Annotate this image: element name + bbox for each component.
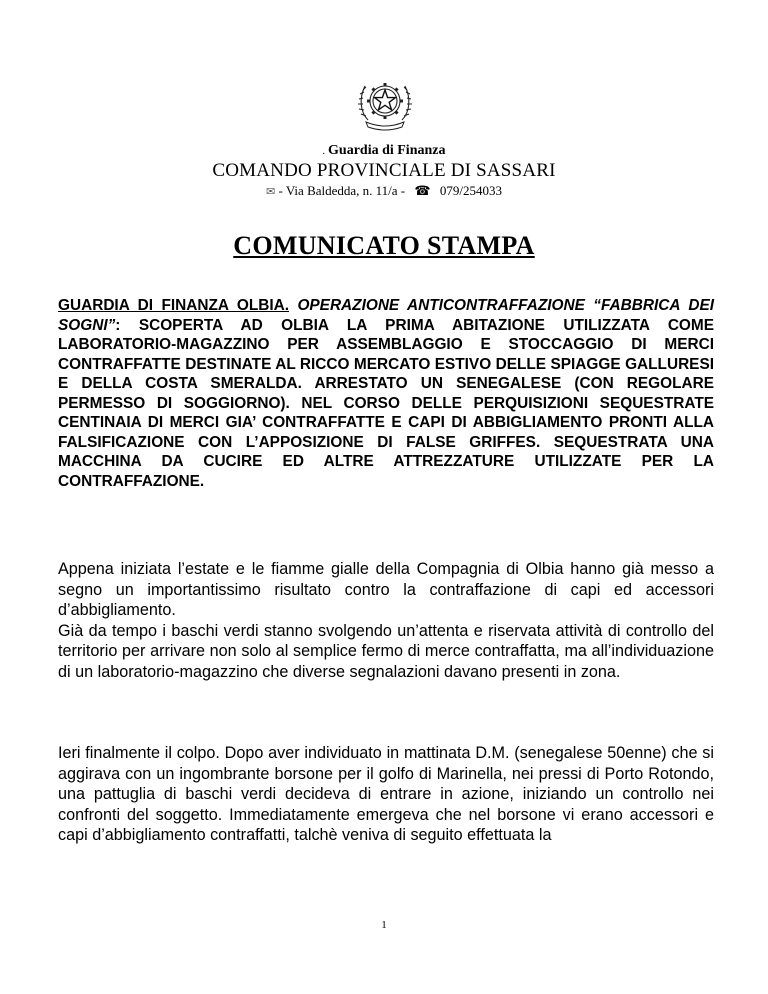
- address-text: - Via Baldedda, n. 11/a -: [278, 183, 406, 198]
- body-sentence-1: Appena iniziata l’estate e le fiamme gialle della Compagnia di Olbia hanno già messo a segno un importantissimo risultato contro la contraffazione di capi ed accessori d’abbigliamento.: [58, 560, 714, 619]
- summary-headline: GUARDIA DI FINANZA OLBIA.: [58, 297, 290, 314]
- header-dot: .: [322, 146, 326, 157]
- page-number: 1: [381, 919, 387, 931]
- summary-body: : SCOPERTA AD OLBIA LA PRIMA ABITAZIONE UTILIZZATA COME LABORATORIO-MAGAZZINO PER ASSEMBLAGGIO E STOCCAGGIO DI MERCI CONTRAFFATTE DESTINATE AL RICCO MERCATO ESTIVO DELLE SPIAGGE GALLURESI E DELLA COSTA SMERALDA. ARRESTATO UN SENEGALESE (CON REGOLARE PERMESSO DI SOGGIORNO). NEL CORSO DELLE PERQUISIZIONI SEQUESTRATE CENTINAIA DI MERCI GIA’ CONTRAFFATTE E CAPI DI ABBIGLIAMENTO PRONTI ALLA FALSIFICAZIONE CON L’APPOSIZIONE DI FALSE GRIFFES. SEQUESTRATA UNA MACCHINA DA CUCIRE ED ALTRE ATTREZZATURE UTILIZZATE PER LA CONTRAFFAZIONE.: [58, 316, 714, 490]
- body-paragraph-2: Ieri finalmente il colpo. Dopo aver individuato in mattinata D.M. (senegalese 50enne) che si aggirava con un ingombrante borsone per il golfo di Marinella, nei pressi di Porto Rotondo, una pattuglia di baschi verdi decideva di entrare in azione, iniziando un controllo nei confronti del soggetto. Immediatamente emergeva che nel borsone vi erano accessori e capi d’abbigliamento contraffatti, talchè veniva di seguito effettuata la: [58, 744, 714, 844]
- document-title: COMUNICATO STAMPA: [233, 231, 535, 260]
- body-sentence-2: Già da tempo i baschi verdi stanno svolgendo un’attenta e riservata attività di controllo del territorio per arrivare non solo al semplice fermo di merce contraffatta, ma all’individuazione di un laboratorio-magazzino che diverse segnalazioni davano presenti in zona.: [58, 621, 714, 681]
- press-release-summary: [58, 296, 714, 491]
- telephone-icon: ☎: [414, 183, 431, 198]
- header-contact-line: [0, 183, 768, 200]
- body-paragraph-1: [58, 559, 714, 682]
- envelope-icon: ✉: [266, 186, 276, 198]
- phone-number: 079/254033: [439, 183, 502, 198]
- header-organization-line: [0, 143, 768, 160]
- summary-operation-name: OPERAZIONE ANTICONTRAFFAZIONE “FABBRICA DEI SOGNI”: [58, 297, 714, 334]
- italian-republic-emblem-icon: [356, 70, 414, 132]
- command-name: COMANDO PROVINCIALE DI SASSARI: [212, 160, 556, 181]
- organization-name: Guardia di Finanza: [328, 143, 446, 158]
